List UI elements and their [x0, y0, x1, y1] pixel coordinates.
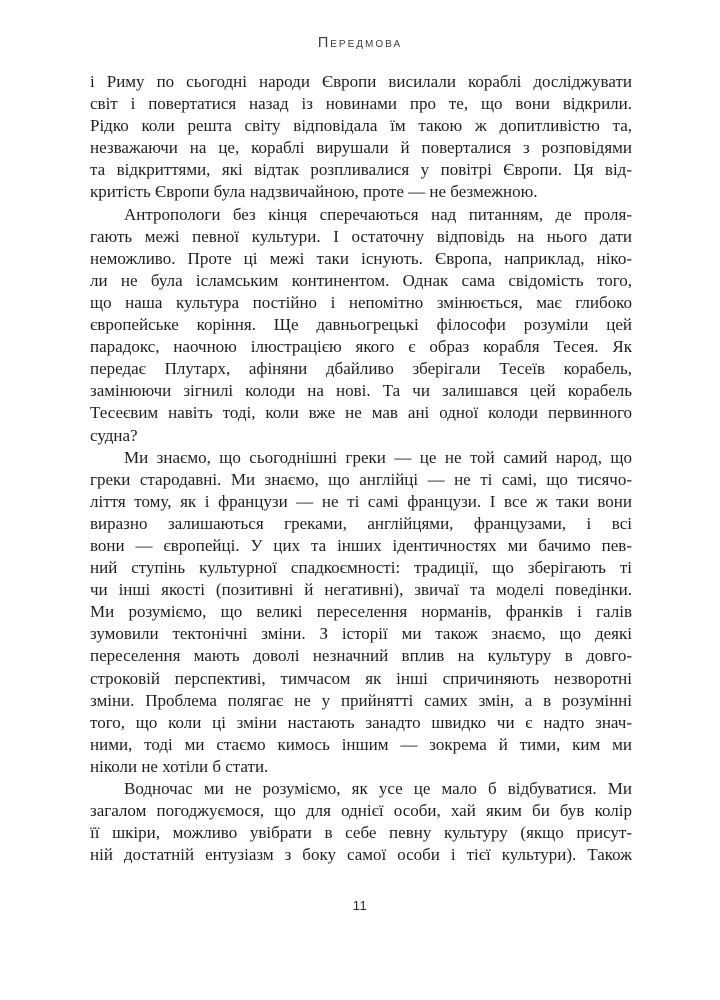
- text-line: замінюючи зігнилі колоди на нові. Та чи залишався цей корабель: [90, 381, 632, 401]
- text-line: європейське коріння. Ще давньогрецькі філософи розуміли цей: [90, 315, 632, 335]
- text-line: парадокс, наочною ілюстрацією якого є образ корабля Тесея. Як: [90, 337, 632, 357]
- text-line: ліття тому, як і французи — не ті самі французи. І все ж таки вони: [90, 491, 632, 511]
- text-line: критість Європи була надзвичайною, проте — не безмежною.: [90, 182, 538, 202]
- text-line: строковій перспективі, тимчасом як інші спричиняють незворотні: [90, 668, 632, 688]
- text-line: зміни. Проблема полягає не у прийнятті самих змін, а в розумінні: [90, 690, 632, 710]
- text-line: гають межі певної культури. І остаточну відповідь на нього дати: [90, 226, 632, 246]
- text-line: ний ступінь культурної спадкоємності: традиції, що зберігають ті: [90, 558, 632, 578]
- text-line: світ і повертатися назад із новинами про те, що вони відкрили.: [90, 94, 632, 114]
- body-text: [90, 71, 632, 866]
- text-line: загалом погоджуємося, що для однієї особи, хай яким би був колір: [90, 801, 632, 821]
- chapter-header: Передмова: [317, 35, 403, 51]
- text-line: судна?: [90, 425, 138, 445]
- text-line: Водночас ми не розуміємо, як усе це мало б відбуватися. Ми: [124, 779, 632, 798]
- text-line: передає Плутарх, афіняни дбайливо зберігали Тесеїв корабель,: [90, 359, 632, 379]
- text-line: ли не була ісламським континентом. Однак сама свідомість того,: [90, 270, 632, 290]
- text-line: неможливо. Проте ці межі таки існують. Європа, наприклад, ніко-: [90, 248, 632, 268]
- text-line: незважаючи на це, кораблі вирушали й поверталися з розповідями: [90, 138, 632, 158]
- text-line: чи інші якості (позитивні й негативні), звичаї та моделі поведінки.: [90, 580, 632, 600]
- text-line: Тесеєвим навіть тоді, коли вже не мав ані одної колоди первинного: [90, 403, 632, 423]
- text-line: і Риму по сьогодні народи Європи висилали кораблі досліджувати: [90, 72, 632, 91]
- text-line: вони — європейці. У цих та інших ідентичностях ми бачимо пев-: [90, 535, 632, 555]
- text-line: того, що коли ці зміни настають занадто швидко чи є надто знач-: [90, 712, 632, 732]
- text-line: ній достатній ентузіазм з боку самої особи і тієї культури). Також: [90, 845, 632, 865]
- text-line: Антропологи без кінця сперечаються над питанням, де проля-: [124, 204, 632, 224]
- paragraph: [90, 204, 632, 447]
- text-line: Рідко коли решта світу відповідала їм такою ж допитливістю та,: [90, 116, 632, 136]
- text-line: Ми розуміємо, що великі переселення норманів, франків і галів: [90, 602, 632, 622]
- text-line: що наша культура постійно і непомітно змінюється, має глибоко: [90, 292, 632, 312]
- paragraph: [90, 778, 632, 866]
- text-line: переселення мають доволі незначний вплив на культуру в довго-: [90, 646, 632, 666]
- text-line: та відкриттями, які відтак розпливалися у повітрі Європи. Ця від-: [90, 160, 632, 180]
- text-line: ними, тоді ми стаємо кимось іншим — зокрема й тими, ким ми: [90, 734, 632, 754]
- paragraph: [90, 447, 632, 778]
- text-line: її шкіри, можливо увібрати в себе певну культуру (якщо присут-: [90, 823, 632, 843]
- text-line: зумовили тектонічні зміни. З історії ми також знаємо, що деякі: [90, 624, 632, 644]
- text-line: ніколи не хотіли б стати.: [90, 756, 269, 776]
- text-line: виразно залишаються греками, англійцями, французами, і всі: [90, 513, 632, 533]
- page-number: 11: [352, 898, 368, 913]
- text-line: греки стародавні. Ми знаємо, що англійці — не ті самі, що тисячо-: [90, 469, 632, 489]
- text-line: Ми знаємо, що сьогоднішні греки — це не той самий народ, що: [124, 447, 632, 467]
- paragraph: [90, 71, 632, 204]
